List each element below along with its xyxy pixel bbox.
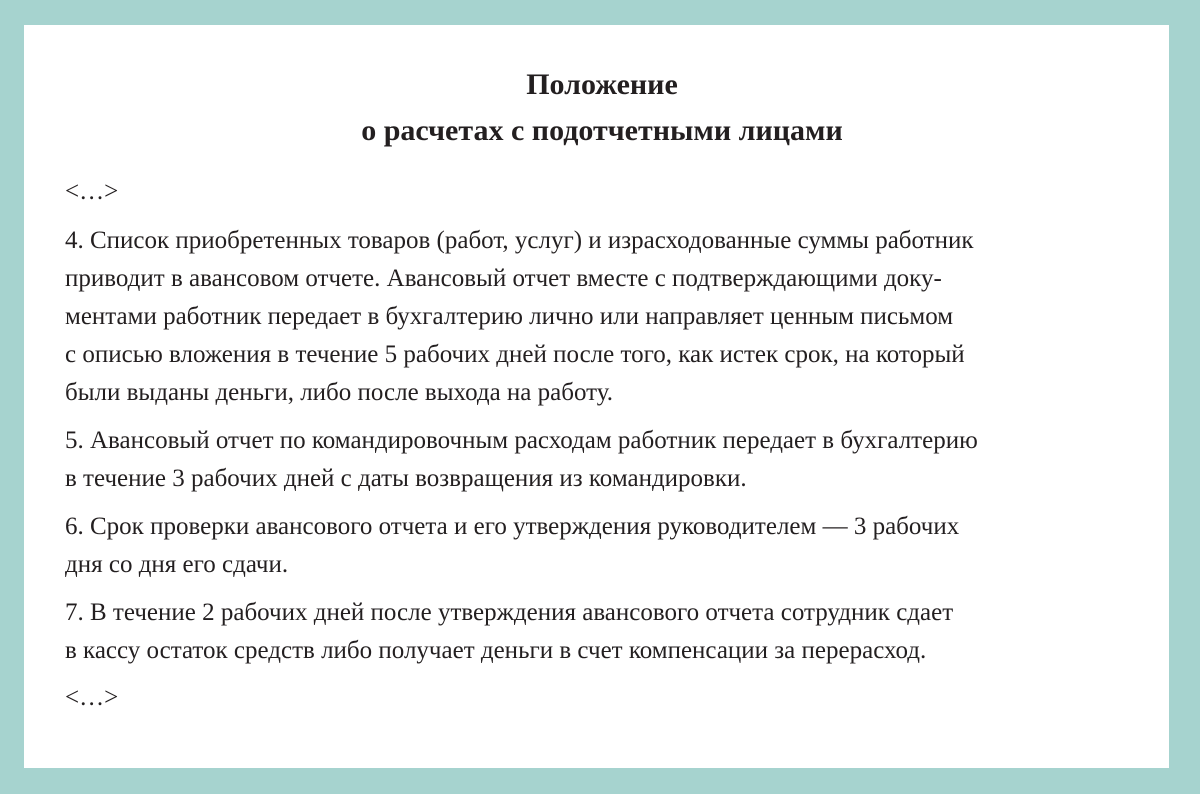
paragraph-line: приводит в авансовом отчете. Авансовый отчет вместе с подтверждающими доку- <box>65 265 942 292</box>
paragraph-line: 7. В течение 2 рабочих дней после утверждения авансового отчета сотрудник сдает <box>65 599 954 626</box>
omission-marker-top: <…> <box>65 178 119 205</box>
paragraph-line: были выданы деньги, либо после выхода на работу. <box>65 379 613 406</box>
title-line-1: Положение <box>526 68 678 101</box>
title-line-2: о расчетах с подотчетными лицами <box>361 114 843 147</box>
paragraph-line: с описью вложения в течение 5 рабочих дней после того, как истек срок, на который <box>65 341 965 368</box>
document-sheet <box>24 25 1169 768</box>
paragraph-5 <box>65 422 1139 498</box>
paragraph-6 <box>65 508 1139 584</box>
paragraph-line: в кассу остаток средств либо получает деньги в счет компенсации за перерасход. <box>65 637 927 664</box>
paragraph-line: дня со дня его сдачи. <box>65 551 289 578</box>
paragraph-line: 5. Авансовый отчет по командировочным расходам работник передает в бухгалтерию <box>65 427 978 454</box>
paragraph-4 <box>65 222 1139 412</box>
omission-marker-bottom: <…> <box>65 684 119 711</box>
paragraph-line: ментами работник передает в бухгалтерию лично или направляет ценным письмом <box>65 303 954 330</box>
paragraph-line: в течение 3 рабочих дней с даты возвращения из командировки. <box>65 465 747 492</box>
paragraph-line: 6. Срок проверки авансового отчета и его утверждения руководителем — 3 рабочих <box>65 513 960 540</box>
document-title <box>65 25 1139 154</box>
paragraph-7 <box>65 594 1139 670</box>
paragraph-line: 4. Список приобретенных товаров (работ, услуг) и израсходованные суммы работник <box>65 227 974 254</box>
